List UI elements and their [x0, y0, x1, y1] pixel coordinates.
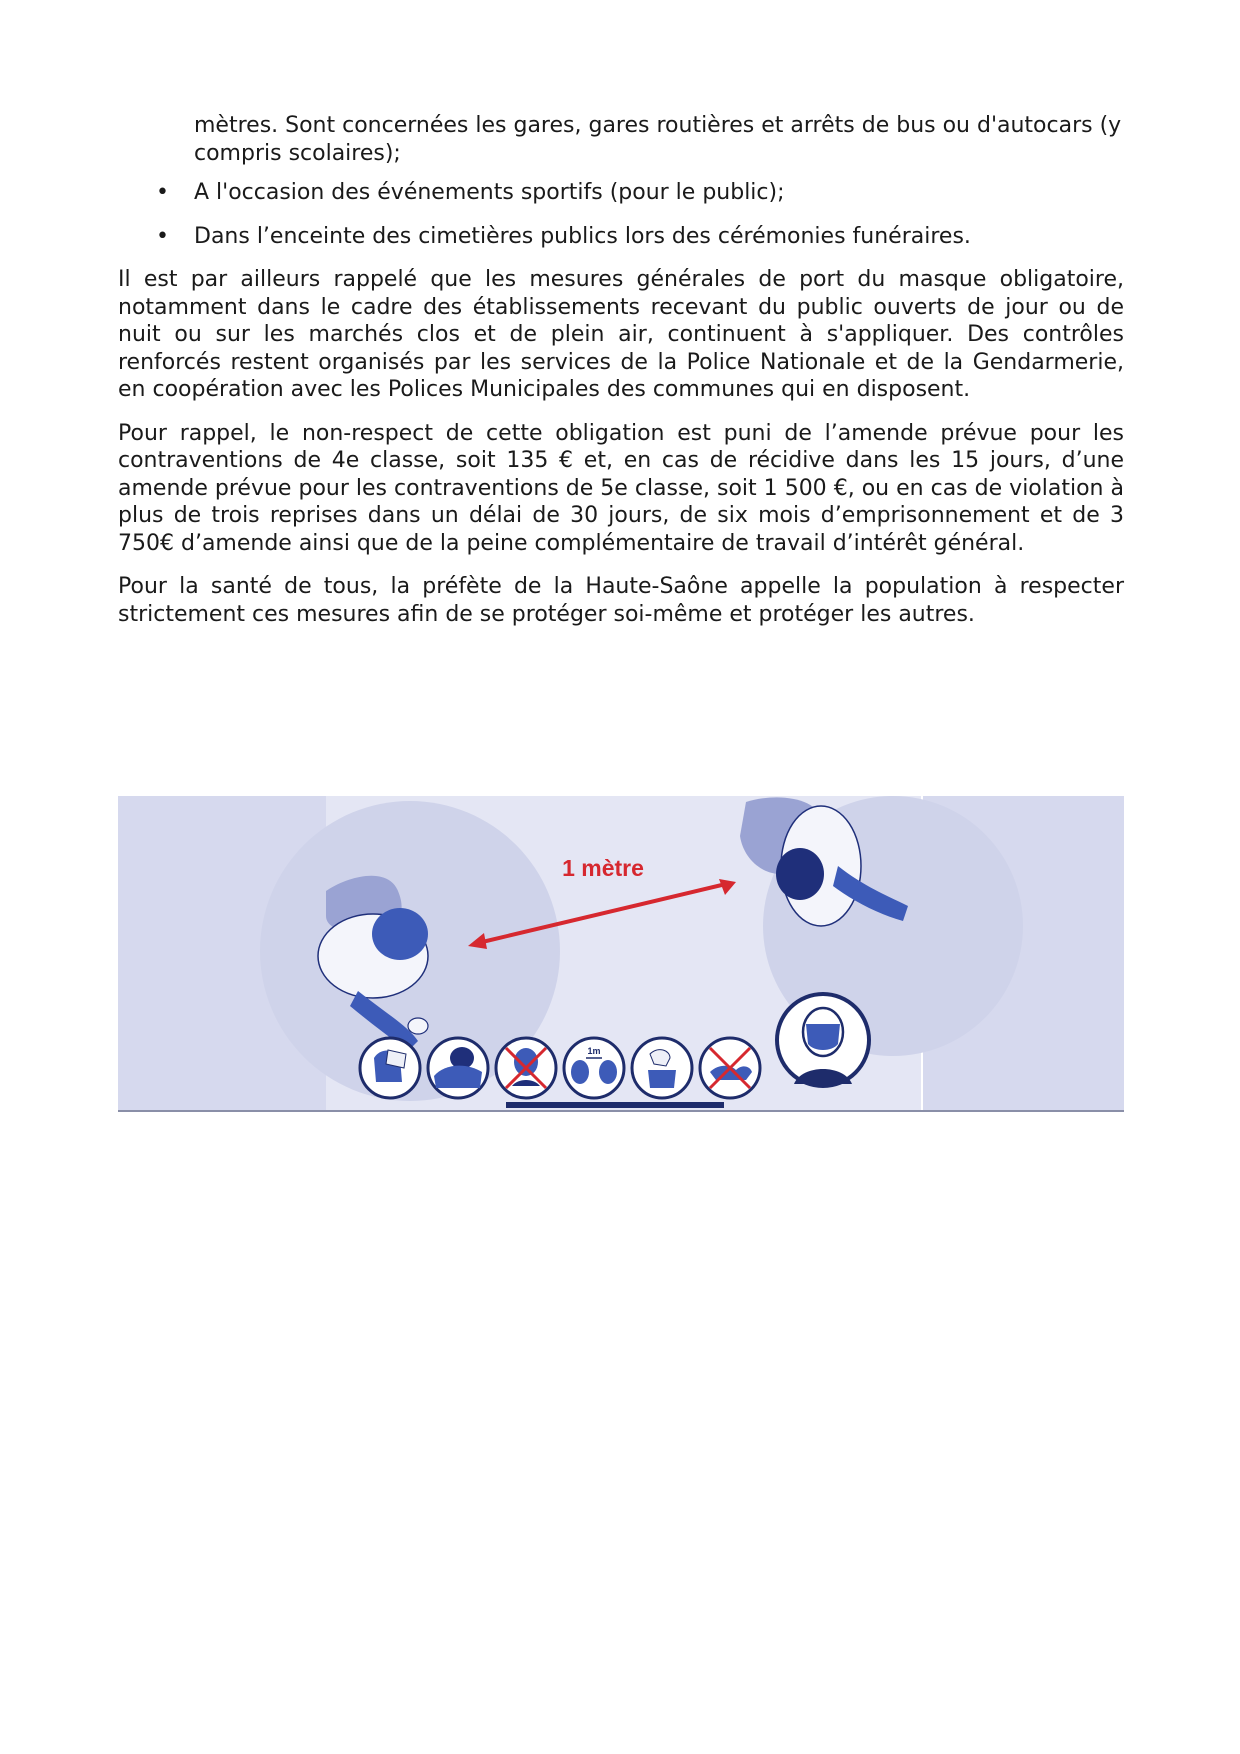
bullet-text: A l'occasion des événements sportifs (pour le public); [194, 180, 785, 205]
bullet-list [118, 179, 1124, 250]
illustration-svg [118, 796, 1124, 1110]
face-mask-icon [777, 994, 869, 1086]
sneeze-into-tissue-icon [360, 1038, 420, 1098]
bullet-item [118, 223, 1124, 251]
no-face-touching-icon [496, 1038, 556, 1098]
icon-distance-label: 1m [587, 1046, 601, 1056]
distance-label: 1 mètre [562, 855, 644, 881]
document-body [118, 112, 1124, 644]
carousel-indicator [506, 1102, 724, 1108]
distancing-illustration [118, 796, 1124, 1112]
intro-line-2: compris scolaires); [194, 140, 401, 166]
bullet-icon: • [156, 223, 169, 249]
intro-line-1: mètres. Sont concernées les gares, gares routières et arrêts de bus ou d'autocars (y [194, 113, 1122, 138]
cough-into-elbow-icon [428, 1038, 488, 1098]
paragraph-mask-rules: Il est par ailleurs rappelé que les mesures générales de port du masque obligatoire, notamment dans le cadre des établissements recevant du public ouverts de jour ou de nuit ou sur les marchés clos et de plein air, continuent à s'appliquer. Des contrôles renforcés restent organisés par les services de la Police Nationale et de la Gendarmerie, en coopération avec les Polices Municipales des communes qui en disposent. [118, 267, 1124, 402]
bullet-icon: • [156, 180, 169, 205]
paragraph-penalties: Pour rappel, le non-respect de cette obligation est puni de l’amende prévue pour les contraventions de 4e classe, soit 135 € et, en cas de récidive dans les 15 jours, d’une amende prévue pour les contraventions de 5e classe, soit 1 500 €, ou en cas de violation à plus de trois reprises dans un délai de 30 jours, de six mois d’emprisonnement et de 3 750€ d’amende ainsi que de la peine complémentaire de travail d’intérêt général. [118, 420, 1124, 556]
bullet-text: Dans l’enceinte des cimetières publics lors des cérémonies funéraires. [194, 223, 971, 249]
keep-distance-icon [564, 1038, 624, 1098]
bullet-item [118, 179, 1124, 207]
paragraph-appeal: Pour la santé de tous, la préfète de la Haute-Saône appelle la population à respecter strictement ces mesures afin de se protéger soi-même et protéger les autres. [118, 574, 1124, 627]
no-handshake-icon [700, 1038, 760, 1098]
hand-washing-icon [632, 1038, 692, 1098]
